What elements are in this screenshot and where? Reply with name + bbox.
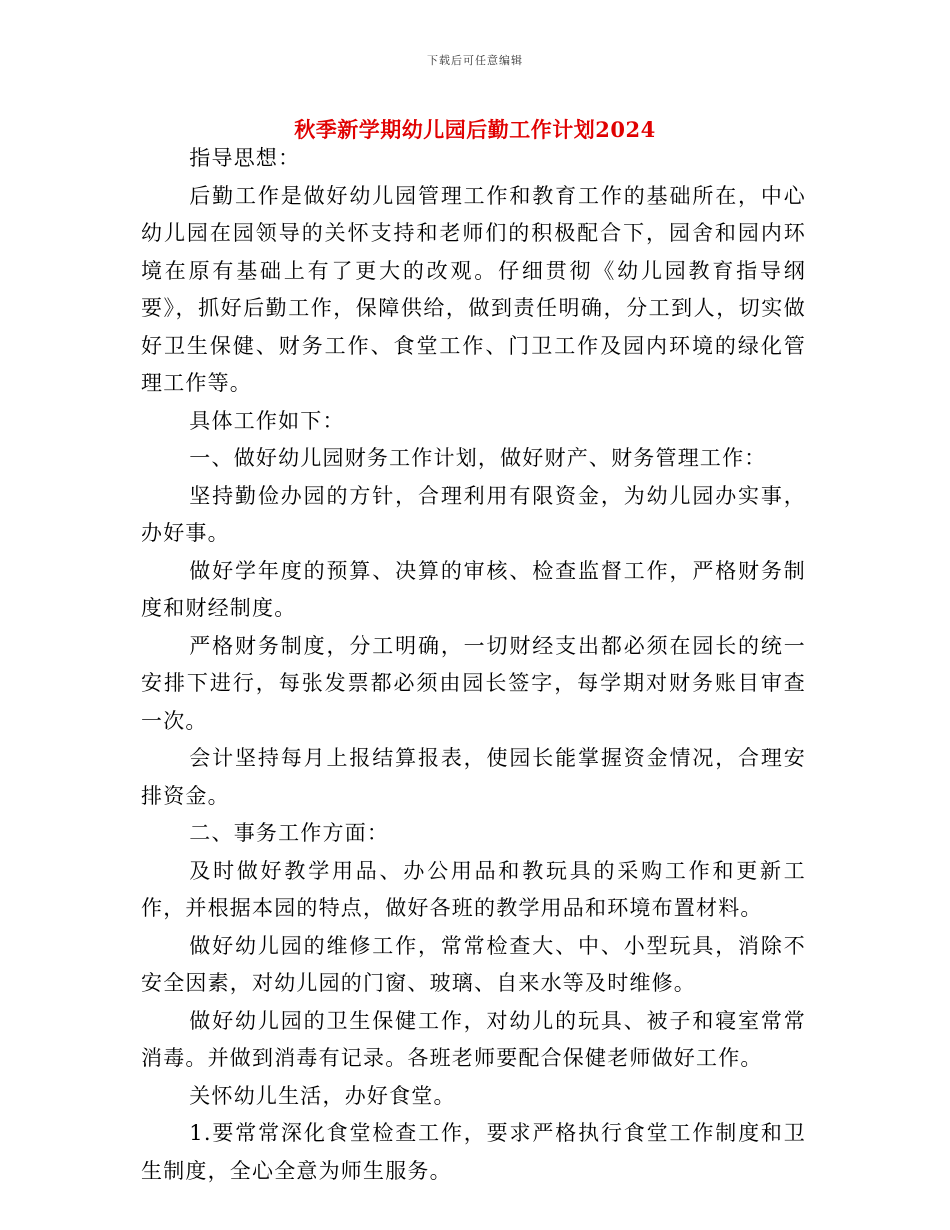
header-note: 下载后可任意编辑	[427, 54, 523, 67]
paragraph: 会计坚持每月上报结算报表，使园长能掌握资金情况，合理安排资金。	[141, 746, 806, 808]
paragraph: 坚持勤俭办园的方针，合理利用有限资金，为幼儿园办实事，办好事。	[141, 483, 806, 545]
paragraph: 做好幼儿园的卫生保健工作，对幼儿的玩具、被子和寝室常常消毒。并做到消毒有记录。各班老师要配合保健老师做好工作。	[141, 1008, 806, 1070]
paragraph: 及时做好教学用品、办公用品和教玩具的采购工作和更新工作，并根据本园的特点，做好各班的教学用品和环境布置材料。	[141, 858, 806, 920]
paragraph: 1.要常常深化食堂检查工作，要求严格执行食堂工作制度和卫生制度，全心全意为师生服务。	[141, 1121, 806, 1183]
paragraph: 一、做好幼儿园财务工作计划，做好财产、财务管理工作：	[189, 446, 767, 470]
paragraph: 二、事务工作方面：	[189, 821, 390, 845]
document-body	[141, 140, 806, 1190]
paragraph: 做好学年度的预算、决算的审核、检查监督工作，严格财务制度和财经制度。	[141, 558, 806, 620]
paragraph: 具体工作如下：	[189, 408, 345, 433]
paragraph: 指导思想：	[189, 146, 301, 170]
document-title: 秋季新学期幼儿园后勤工作计划2024	[294, 117, 656, 142]
paragraph: 后勤工作是做好幼儿园管理工作和教育工作的基础所在，中心幼儿园在园领导的关怀支持和老师们的积极配合下，园舍和园内环境在原有基础上有了更大的改观。仔细贯彻《幼儿园教育指导纲要》，抓好后勤工作，保障供给，做到责任明确，分工到人，切实做好卫生保健、财务工作、食堂工作、门卫工作及园内环境的绿化管理工作等。	[141, 183, 806, 395]
paragraph: 关怀幼儿生活，办好食堂。	[189, 1083, 456, 1108]
paragraph: 做好幼儿园的维修工作，常常检查大、中、小型玩具，消除不安全因素，对幼儿园的门窗、玻璃、自来水等及时维修。	[141, 933, 806, 995]
paragraph: 严格财务制度，分工明确，一切财经支出都必须在园长的统一安排下进行，每张发票都必须由园长签字，每学期对财务账目审查一次。	[141, 633, 806, 733]
